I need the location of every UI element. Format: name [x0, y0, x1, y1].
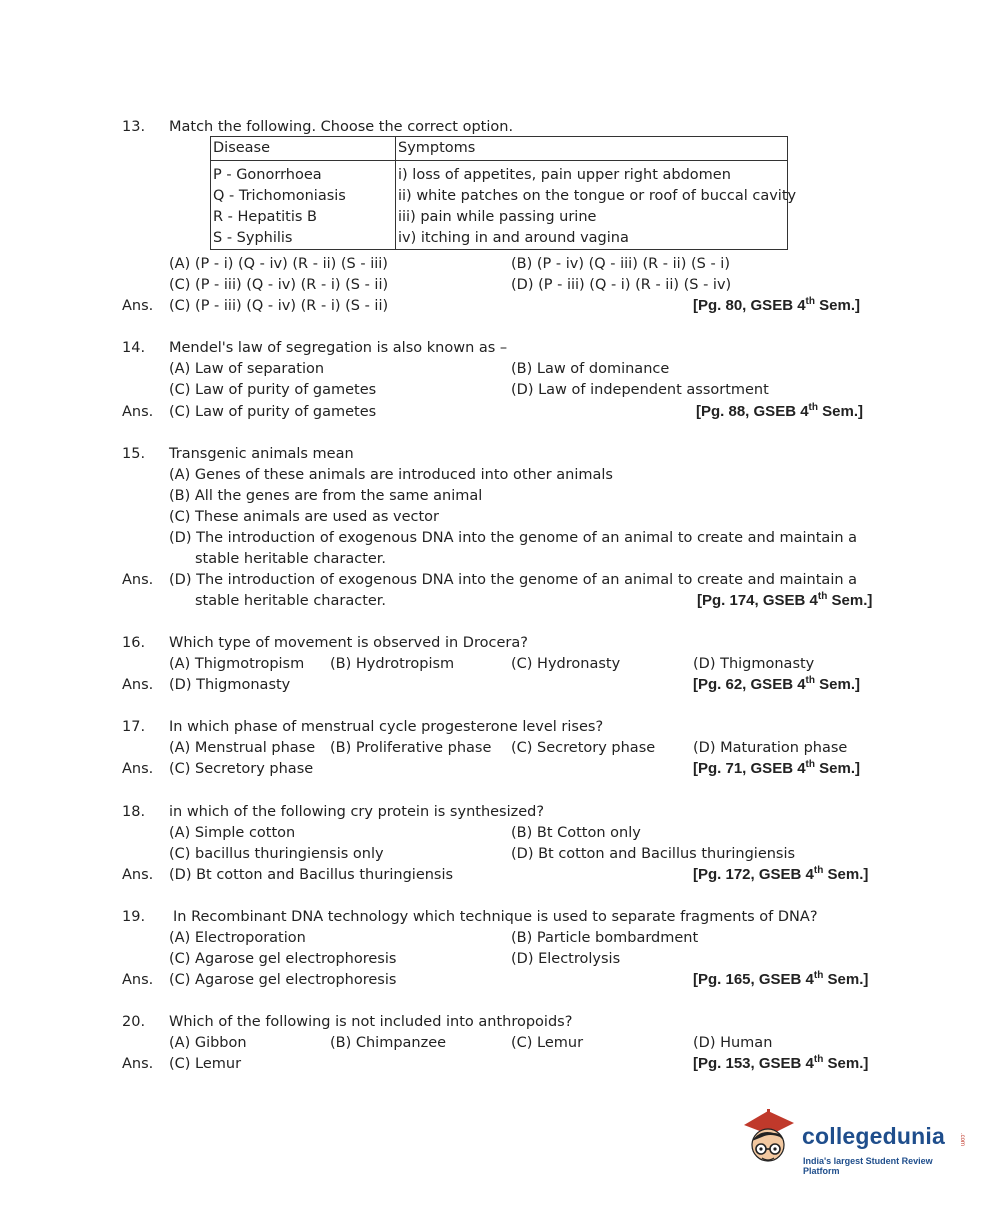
table-header-symptoms: Symptoms — [398, 140, 476, 156]
question-stem: Which of the following is not included into anthropoids? — [169, 1014, 573, 1030]
option: (D) The introduction of exogenous DNA into the genome of an animal to create and maintain a — [169, 530, 858, 546]
answer-text: (D) Thigmonasty — [169, 677, 291, 693]
mascot-icon — [740, 1103, 800, 1181]
question-number: 18. — [122, 804, 146, 820]
option: (D) (P - iii) (Q - i) (R - ii) (S - iv) — [511, 277, 732, 293]
page-reference: [Pg. 62, GSEB 4th Sem.] — [693, 675, 861, 693]
option: (D) Bt cotton and Bacillus thuringiensis — [511, 846, 796, 862]
option: (D) Electrolysis — [511, 951, 621, 967]
option: (C) Hydronasty — [511, 656, 621, 672]
table-cell-disease: P - Gonorrhoea — [213, 167, 322, 183]
option: (A) Electroporation — [169, 930, 306, 946]
table-cell-symptom: iv) itching in and around vagina — [398, 230, 629, 246]
answer-text: (C) Lemur — [169, 1056, 242, 1072]
question-stem: In Recombinant DNA technology which technique is used to separate fragments of DNA? — [173, 909, 818, 925]
match-table — [210, 136, 797, 250]
option: (B) Hydrotropism — [330, 656, 455, 672]
answer-label: Ans. — [122, 1056, 154, 1072]
question-number: 14. — [122, 340, 146, 356]
answer-text: (C) Law of purity of gametes — [169, 404, 377, 420]
table-cell-symptom: ii) white patches on the tongue or roof of buccal cavity — [398, 188, 797, 204]
question-number: 16. — [122, 635, 146, 651]
option: (A) (P - i) (Q - iv) (R - ii) (S - iii) — [169, 256, 388, 272]
answer-label: Ans. — [122, 972, 154, 988]
option: (A) Menstrual phase — [169, 740, 316, 756]
option: (B) (P - iv) (Q - iii) (R - ii) (S - i) — [511, 256, 730, 272]
question-stem: Which type of movement is observed in Drocera? — [169, 635, 528, 651]
option: (C) These animals are used as vector — [169, 509, 439, 525]
option: (A) Thigmotropism — [169, 656, 305, 672]
collegedunia-logo — [740, 1103, 970, 1181]
option: (B) Chimpanzee — [330, 1035, 447, 1051]
page-reference: [Pg. 172, GSEB 4th Sem.] — [693, 865, 869, 883]
option: (B) Particle bombardment — [511, 930, 699, 946]
answer-label: Ans. — [122, 761, 154, 777]
question-stem: Mendel's law of segregation is also known as – — [169, 340, 508, 356]
option: (A) Genes of these animals are introduced into other animals — [169, 467, 613, 483]
page-reference: [Pg. 153, GSEB 4th Sem.] — [693, 1054, 869, 1072]
page-reference: [Pg. 174, GSEB 4th Sem.] — [697, 591, 873, 609]
page-reference: [Pg. 165, GSEB 4th Sem.] — [693, 970, 869, 988]
question-stem: Match the following. Choose the correct option. — [169, 119, 514, 135]
question-stem: In which phase of menstrual cycle progesterone level rises? — [169, 719, 604, 735]
question-number: 13. — [122, 119, 146, 135]
answer-text: (C) Secretory phase — [169, 761, 314, 777]
page-reference: [Pg. 80, GSEB 4th Sem.] — [693, 296, 861, 314]
page-reference: [Pg. 71, GSEB 4th Sem.] — [693, 759, 861, 777]
option: (C) bacillus thuringiensis only — [169, 846, 384, 862]
option-continuation: stable heritable character. — [195, 551, 387, 567]
question-number: 19. — [122, 909, 146, 925]
option: (C) Lemur — [511, 1035, 584, 1051]
answer-label: Ans. — [122, 298, 154, 314]
table-cell-disease: R - Hepatitis B — [213, 209, 317, 225]
option: (B) Law of dominance — [511, 361, 670, 377]
option: (B) Bt Cotton only — [511, 825, 641, 841]
option: (C) Law of purity of gametes — [169, 382, 377, 398]
answer-text: (C) Agarose gel electrophoresis — [169, 972, 397, 988]
option: (B) All the genes are from the same animal — [169, 488, 483, 504]
option: (D) Thigmonasty — [693, 656, 815, 672]
answer-text: (D) The introduction of exogenous DNA into the genome of an animal to create and maintain a — [169, 572, 858, 588]
brand-tagline: India's largest Student Review Platform — [803, 1156, 933, 1176]
option: (D) Law of independent assortment — [511, 382, 769, 398]
option: (D) Maturation phase — [693, 740, 848, 756]
option: (C) Agarose gel electrophoresis — [169, 951, 397, 967]
answer-label: Ans. — [122, 677, 154, 693]
table-cell-disease: S - Syphilis — [213, 230, 293, 246]
option: (B) Proliferative phase — [330, 740, 492, 756]
page-reference: [Pg. 88, GSEB 4th Sem.] — [696, 402, 864, 420]
table-header-disease: Disease — [213, 140, 271, 156]
answer-label: Ans. — [122, 867, 154, 883]
question-number: 20. — [122, 1014, 146, 1030]
answer-label: Ans. — [122, 404, 154, 420]
answer-continuation: stable heritable character. — [195, 593, 387, 609]
option: (C) (P - iii) (Q - iv) (R - i) (S - ii) — [169, 277, 389, 293]
table-cell-disease: Q - Trichomoniasis — [213, 188, 346, 204]
table-cell-symptom: iii) pain while passing urine — [398, 209, 597, 225]
option: (D) Human — [693, 1035, 773, 1051]
brand-name: collegedunia — [802, 1123, 945, 1149]
option: (A) Gibbon — [169, 1035, 247, 1051]
option: (C) Secretory phase — [511, 740, 656, 756]
answer-text: (C) (P - iii) (Q - iv) (R - i) (S - ii) — [169, 298, 389, 314]
table-cell-symptom: i) loss of appetites, pain upper right abdomen — [398, 167, 731, 183]
question-stem: in which of the following cry protein is synthesized? — [169, 804, 545, 820]
option: (A) Simple cotton — [169, 825, 296, 841]
answer-text: (D) Bt cotton and Bacillus thuringiensis — [169, 867, 454, 883]
question-number: 15. — [122, 446, 146, 462]
question-number: 17. — [122, 719, 146, 735]
brand-domain: .com — [959, 1133, 965, 1147]
question-stem: Transgenic animals mean — [169, 446, 354, 462]
answer-label: Ans. — [122, 572, 154, 588]
option: (A) Law of separation — [169, 361, 325, 377]
